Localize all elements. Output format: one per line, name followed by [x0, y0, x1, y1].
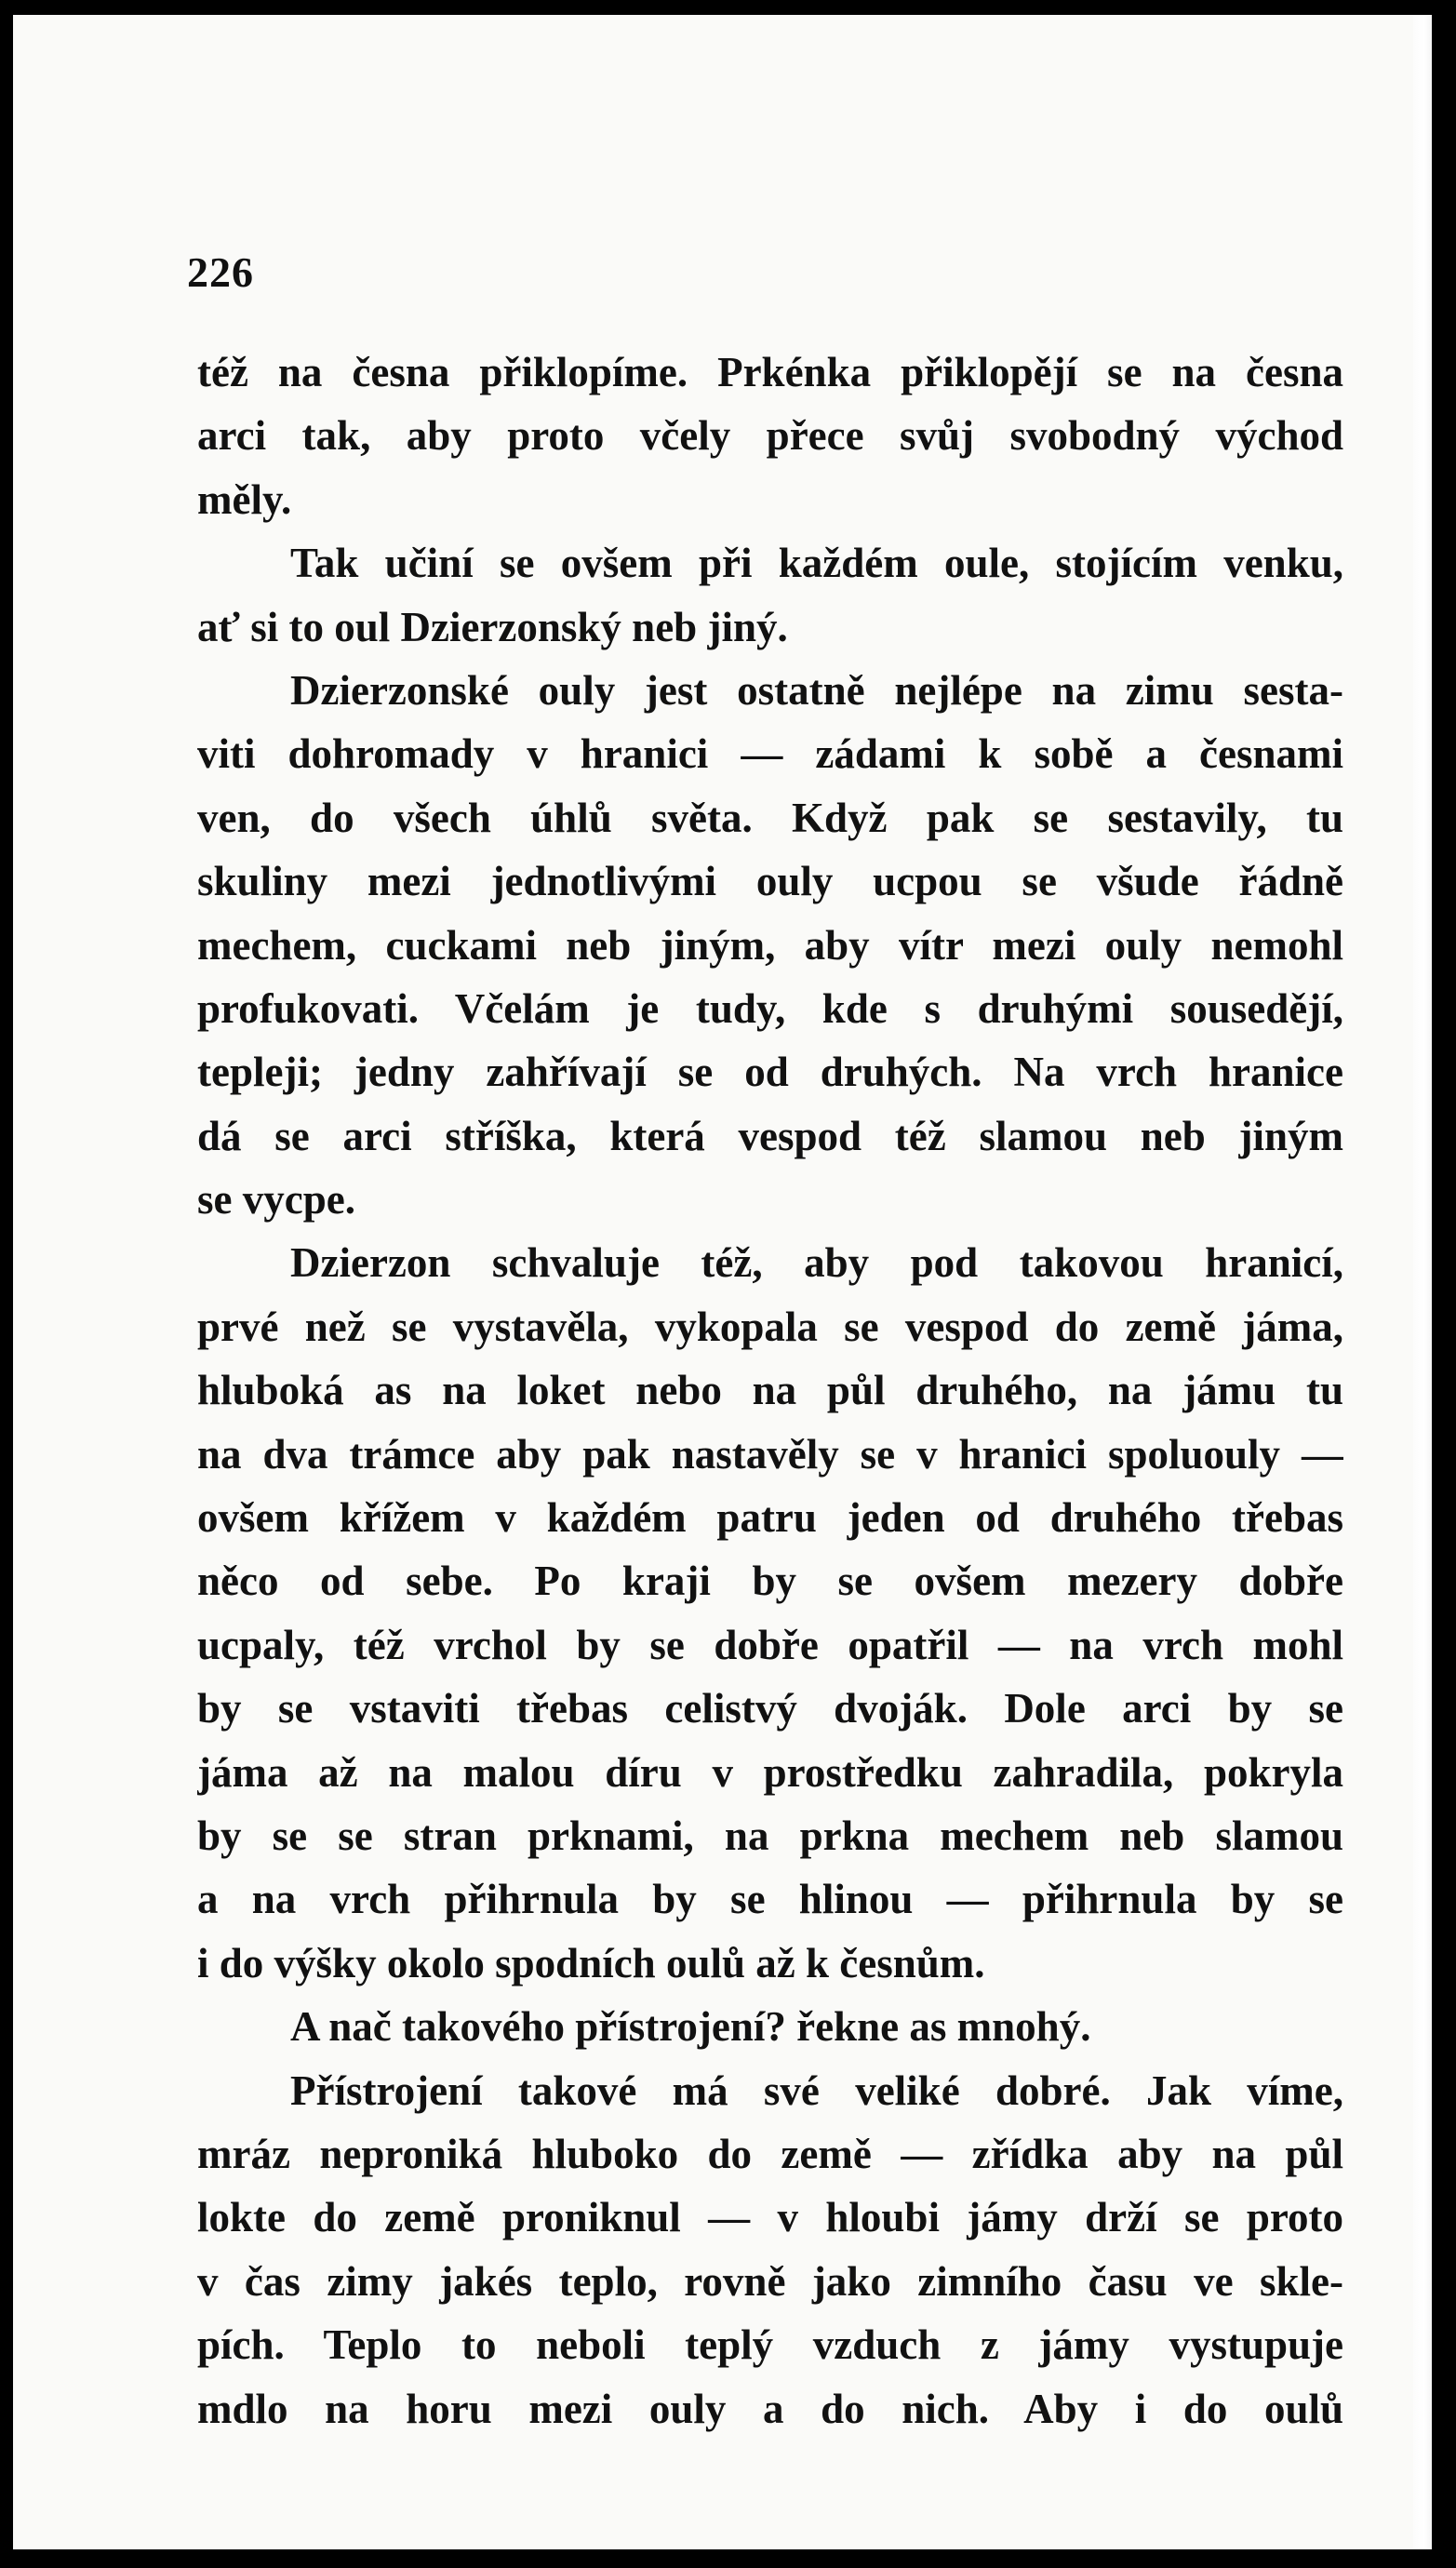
- text-line: ať si to oul Dzierzonský neb jiný.: [197, 603, 788, 650]
- page-edge: [1413, 15, 1432, 2549]
- text-line: něco od sebe. Po kraji by se ovšem mezery dobře: [197, 1558, 1343, 1605]
- text-line: ucpaly, též vrchol by se dobře opatřil — na vrch mohl: [197, 1621, 1343, 1668]
- text-line: na dva trámce aby pak nastavěly se v hranici spoluouly —: [197, 1430, 1343, 1478]
- text-line: i do výšky okolo spodních oulů až k česnům.: [197, 1939, 985, 1986]
- text-line: mechem, cuckami neb jiným, aby vítr mezi ouly nemohl: [197, 921, 1343, 969]
- text-line: tepleji; jedny zahřívají se od druhých. Na vrch hranice: [197, 1049, 1343, 1096]
- text-line: viti dohromady v hranici — zádami k sobě a česnami: [197, 730, 1343, 778]
- text-line: arci tak, aby proto včely přece svůj svobodný východ: [197, 412, 1343, 460]
- text-line: hluboká as na loket nebo na půl druhého, na jámu tu: [197, 1367, 1343, 1414]
- text-line: prvé než se vystavěla, vykopala se vespod do země jáma,: [197, 1303, 1343, 1350]
- page-number: 226: [187, 248, 254, 296]
- text-line: ovšem křížem v každém patru jeden od druhého třebas: [197, 1494, 1343, 1542]
- text-line: též na česna přiklopíme. Prkénka přiklopějí se na česna: [197, 349, 1343, 395]
- text-line: by se se stran prknami, na prkna mechem neb slamou: [197, 1812, 1343, 1859]
- text-line: se vycpe.: [197, 1176, 355, 1224]
- body-text: [197, 341, 1343, 2441]
- text-line: A nač takového přístrojení? řekne as mnohý.: [290, 2003, 1091, 2051]
- text-line: profukovati. Včelám je tudy, kde s druhými sousedějí,: [197, 984, 1343, 1032]
- text-line: Dzierzonské ouly jest ostatně nejlépe na zimu sesta-: [290, 666, 1343, 714]
- text-line: mráz neproniká hluboko do země — zřídka aby na půl: [197, 2130, 1343, 2177]
- text-line: mdlo na horu mezi ouly a do nich. Aby i do oulů: [197, 2385, 1343, 2432]
- text-line: ven, do všech úhlů světa. Když pak se sestavily, tu: [197, 794, 1343, 841]
- book-page: [13, 15, 1413, 2549]
- text-line: Přístrojení takové má své veliké dobré. Jak víme,: [290, 2066, 1343, 2114]
- text-line: a na vrch přihrnula by se hlinou — přihrnula by se: [197, 1876, 1343, 1923]
- text-line: v čas zimy jakés teplo, rovně jako zimního času ve skle-: [197, 2257, 1343, 2305]
- text-line: lokte do země proniknul — v hloubi jámy drží se proto: [197, 2194, 1343, 2241]
- text-line: pích. Teplo to neboli teplý vzduch z jámy vystupuje: [197, 2321, 1343, 2369]
- text-line: Dzierzon schvaluje též, aby pod takovou hranicí,: [290, 1239, 1343, 1287]
- text-line: by se vstaviti třebas celistvý dvoják. Dole arci by se: [197, 1685, 1343, 1732]
- text-line: měly.: [197, 475, 292, 523]
- text-line: jáma až na malou díru v prostředku zahradila, pokryla: [197, 1748, 1343, 1796]
- text-line: dá se arci stříška, která vespod též slamou neb jiným: [197, 1112, 1343, 1159]
- text-line: Tak učiní se ovšem při každém oule, stojícím venku,: [290, 540, 1343, 587]
- text-line: skuliny mezi jednotlivými ouly ucpou se všude řádně: [197, 858, 1343, 905]
